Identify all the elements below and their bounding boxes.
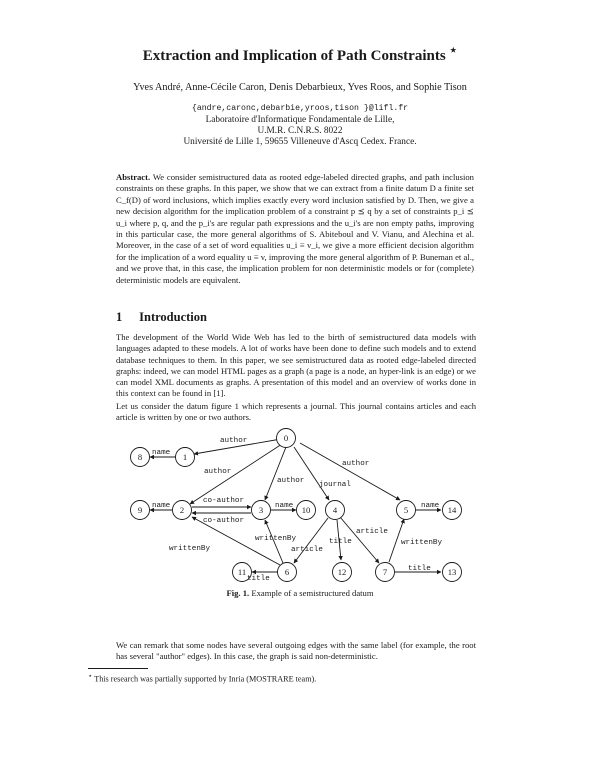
abstract-text: We consider semistructured data as rooted edge-labeled directed graphs, and path inclusion constraints on these graphs. In this paper, we show that we can extract from a finite datum D a finite set C_f(D) of word inclusions, which implies exactly every word inclusion satisfied by D. Then, we give a new decision algorithm for the implication problem of a constraint p ⪯ q by a set of constraints p_i ⪯ u_i where p, q, and the p_i's are regular path expressions and the u_i's are non empty paths, improving in this particular case, the more general algorithms of S. Abiteboul and V. Vianu, and Alechina et al. Moreover, in the case of a set of word equalities u_i ≡ v_i, we give a more efficient decision algorithm for the implication of a word equality u ≡ v, improving the more general algorithm of P. Buneman et al., and we prove that, in this case, the implication problem for non deterministic models or for (complete) deterministic models are equivalent. (116, 172, 474, 285)
edge-label-name-3-10: name (275, 502, 294, 510)
edge-label-author-0-2: author (204, 468, 232, 476)
title-footnote-mark: ⋆ (449, 43, 458, 57)
affiliation-line-3: Université de Lille 1, 59655 Villeneuve d'Ascq Cedex. France. (183, 137, 417, 147)
edge-label-title-6-11: title (247, 575, 270, 583)
node-label-12: 12 (337, 567, 347, 577)
node-label-13: 13 (447, 567, 457, 577)
edge-0-4 (294, 447, 329, 500)
node-label-4: 4 (332, 505, 338, 515)
node-label-8: 8 (137, 452, 143, 462)
footnote (88, 672, 316, 684)
section-title: Introduction (139, 310, 207, 324)
edge-label-title-4-12: title (329, 538, 352, 546)
node-label-3: 3 (258, 505, 264, 515)
node-label-0: 0 (283, 433, 289, 443)
section-heading (116, 310, 207, 325)
edge-label-journal-0-4: journal (319, 481, 351, 489)
edge-label-coauthor-2-3: co-author (203, 497, 245, 505)
edge-label-article-4-7: article (356, 528, 388, 536)
intro-paragraph-1: The development of the World Wide Web has led to the birth of semistructured data models with languages adapted to these models. A lot of works have been done to define such models and to extend database techniques to them. In this paper, we see semistructured data as rooted edge-labeled directed graphs: indeed, we can model HTML pages as a graph (a page is a node, an hyper-link is an edge) or we can model XML documents as graphs. A presentation of this model and an overview of works done in this context can be found in [1]. (116, 332, 476, 399)
intro-paragraph-2: Let us consider the datum figure 1 which represents a journal. This journal contains articles and each article is written by one or two authors. (116, 401, 476, 423)
affiliation-line-1: Laboratoire d'Informatique Fondamentale de Lille, (205, 115, 395, 125)
edge-label-name-5-14: name (421, 502, 440, 510)
edge-label-article-4-6: article (291, 546, 323, 554)
footnote-rule (88, 668, 148, 669)
edge-label-writtenby-7-5: writtenBy (401, 539, 443, 547)
edge-label-author-0-1: author (220, 437, 248, 445)
node-label-11: 11 (237, 567, 247, 577)
node-label-6: 6 (284, 567, 290, 577)
edge-0-5 (300, 443, 400, 500)
paper-title (0, 42, 600, 65)
node-label-1: 1 (182, 452, 188, 462)
edge-label-writtenby-6-3: writtenBy (255, 535, 297, 543)
abstract-label: Abstract. (116, 172, 151, 182)
node-label-14: 14 (447, 505, 457, 515)
edge-label-author-0-3: author (277, 477, 305, 485)
node-label-5: 5 (403, 505, 409, 515)
section-number: 1 (116, 310, 123, 324)
edge-0-3 (265, 447, 286, 500)
author-list: Yves André, Anne-Cécile Caron, Denis Debarbieux, Yves Roos, and Sophie Tison (133, 82, 467, 93)
edge-label-name-2-9: name (152, 502, 171, 510)
node-label-2: 2 (179, 505, 185, 515)
figure-semistructured-datum (110, 420, 490, 590)
edge-label-name-1-8: name (152, 449, 171, 457)
edge-label-coauthor-3-2: co-author (203, 517, 245, 525)
edge-label-author-0-5: author (342, 460, 370, 468)
abstract (116, 172, 474, 286)
edge-4-6 (294, 518, 328, 563)
intro-paragraph-3: We can remark that some nodes have several outgoing edges with the same label (for example, the root has several "author" edges). In this case, the graph is said non-deterministic. (116, 640, 476, 662)
footnote-mark: ⋆ (88, 673, 93, 680)
author-email: {andre,caronc,debarbie,yroos,tison }@lifl.fr (191, 104, 409, 113)
footnote-text: This research was partially supported by Inria (MOSTRARE team). (94, 674, 317, 684)
edge-label-writtenby-6-2: writtenBy (169, 545, 211, 553)
edge-label-title-7-13: title (408, 565, 431, 573)
node-label-9: 9 (137, 505, 143, 515)
affiliation-line-2: U.M.R. C.N.R.S. 8022 (257, 126, 343, 136)
figure-caption-text: Example of a semistructured datum (251, 588, 374, 598)
figure-caption (0, 588, 600, 598)
node-label-7: 7 (382, 567, 388, 577)
title-text: Extraction and Implication of Path Constraints (142, 48, 446, 64)
node-label-10: 10 (301, 505, 311, 515)
figure-caption-label: Fig. 1. (226, 588, 250, 598)
